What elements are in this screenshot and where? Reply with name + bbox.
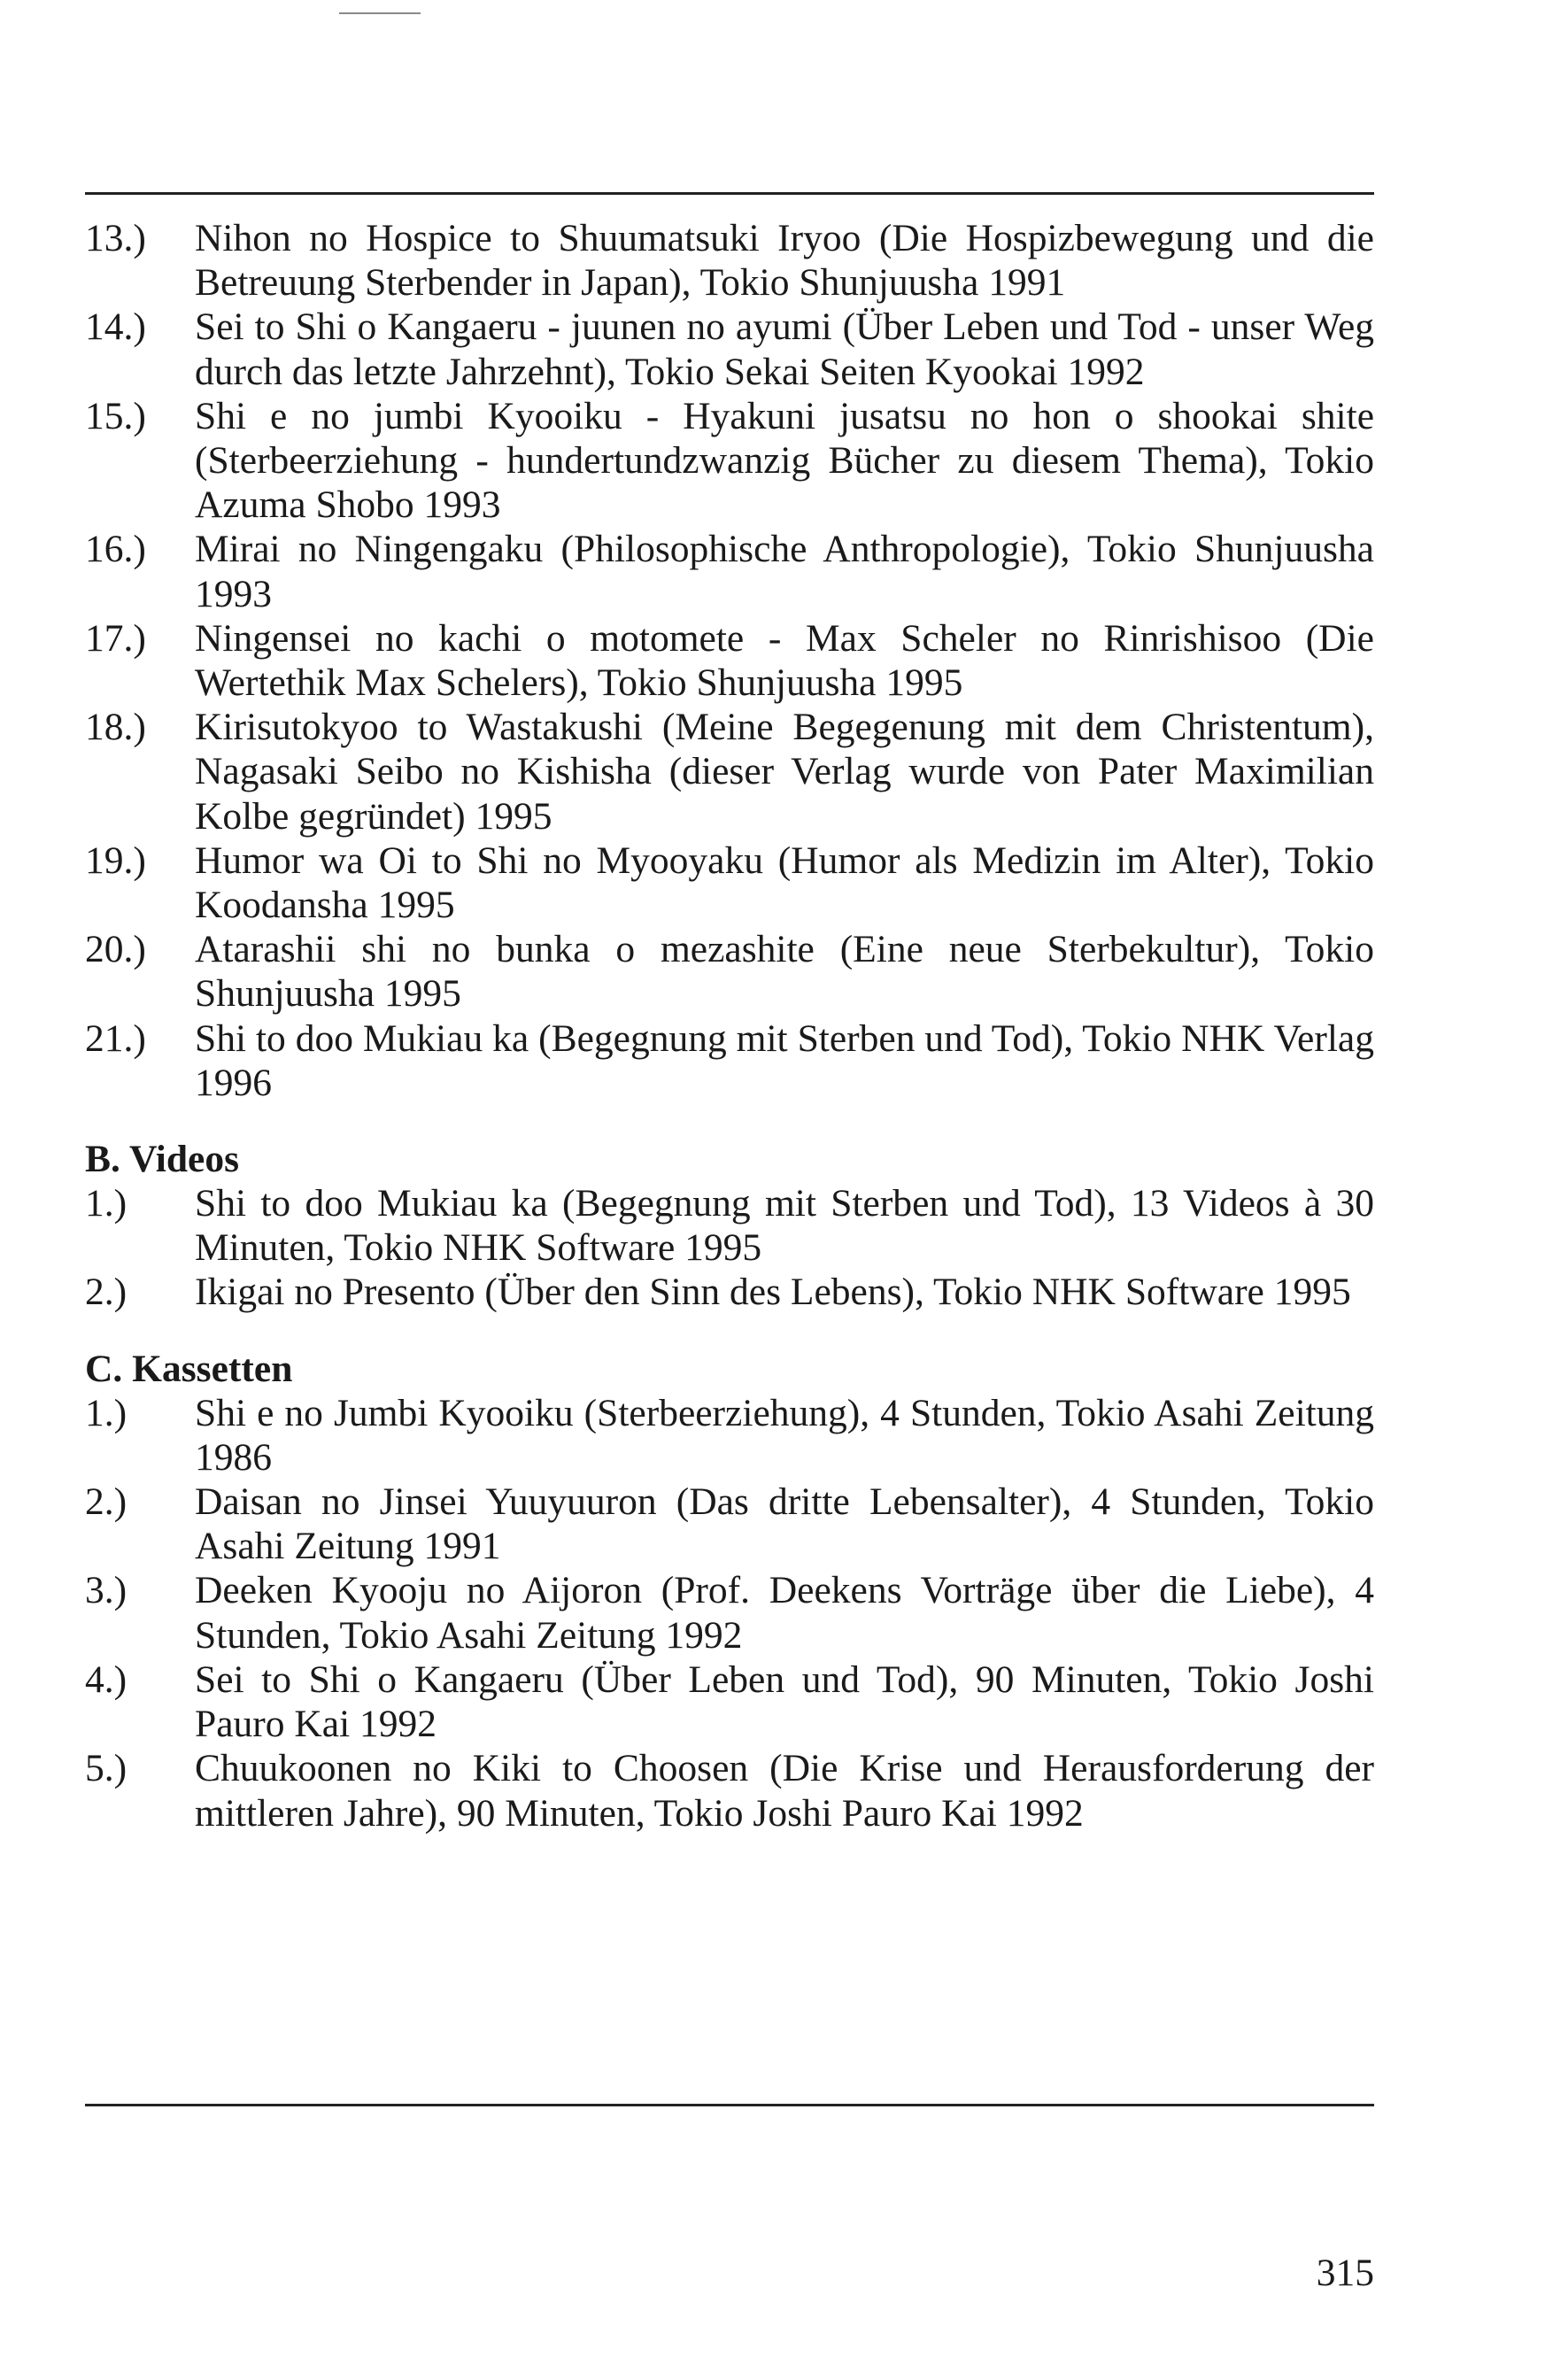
item-number: 15.) [85, 394, 146, 437]
item-text: Kirisutokyoo to Wastakushi (Meine Begegenung mit dem Christentum), Nagasaki Seibo no Kishisha (dieser Verlag wurde von Pater Maximilian Kolbe gegründet) 1995 [195, 706, 1374, 838]
item-text: Nihon no Hospice to Shuumatsuki Iryoo (Die Hospizbewegung und die Betreuung Sterbender in Japan), Tokio Shunjuusha 1991 [195, 217, 1374, 305]
list-item [85, 216, 1374, 305]
item-number: 3.) [85, 1569, 127, 1612]
item-number: 4.) [85, 1658, 127, 1701]
bibliography-content [85, 216, 1374, 1835]
item-number: 21.) [85, 1016, 146, 1060]
item-text: Ningensei no kachi o motomete - Max Scheler no Rinrishisoo (Die Wertethik Max Schelers), Tokio Shunjuusha 1995 [195, 616, 1374, 705]
list-item [85, 1480, 1374, 1568]
list-item [85, 1270, 1374, 1314]
item-number: 1.) [85, 1182, 127, 1225]
item-text: Deeken Kyooju no Aijoron (Prof. Deekens Vorträge über die Liebe), 4 Stunden, Tokio Asahi Zeitung 1992 [195, 1569, 1374, 1657]
item-text: Daisan no Jinsei Yuuyuuron (Das dritte Lebensalter), 4 Stunden, Tokio Asahi Zeitung 1991 [195, 1480, 1374, 1568]
list-item [85, 394, 1374, 528]
item-text: Shi to doo Mukiau ka (Begegnung mit Sterben und Tod), Tokio NHK Verlag 1996 [195, 1016, 1374, 1104]
list-item [85, 1391, 1374, 1480]
top-crop-mark [339, 12, 421, 14]
item-text: Ikigai no Presento (Über den Sinn des Lebens), Tokio NHK Software 1995 [195, 1271, 1351, 1314]
list-item [85, 527, 1374, 615]
list-item [85, 705, 1374, 838]
item-number: 18.) [85, 706, 146, 749]
item-text: Shi e no jumbi Kyooiku - Hyakuni jusatsu no hon o shookai shite (Sterbeerziehung - hundertundzwanzig Bücher zu diesem Thema), Tokio Azuma Shobo 1993 [195, 394, 1374, 527]
item-text: Sei to Shi o Kangaeru (Über Leben und Tod), 90 Minuten, Tokio Joshi Pauro Kai 1992 [195, 1658, 1374, 1746]
section-heading-videos: B. Videos [85, 1138, 240, 1181]
section-heading-kassetten: C. Kassetten [85, 1347, 293, 1390]
page-number: 315 [1316, 2252, 1374, 2294]
item-text: Shi e no Jumbi Kyooiku (Sterbeerziehung), 4 Stunden, Tokio Asahi Zeitung 1986 [195, 1391, 1374, 1479]
list-item [85, 927, 1374, 1016]
list-item [85, 1181, 1374, 1270]
item-text: Humor wa Oi to Shi no Myooyaku (Humor als Medizin im Alter), Tokio Koodansha 1995 [195, 838, 1374, 927]
item-text: Shi to doo Mukiau ka (Begegnung mit Sterben und Tod), 13 Videos à 30 Minuten, Tokio NHK Software 1995 [195, 1182, 1374, 1270]
item-text: Sei to Shi o Kangaeru - juunen no ayumi (Über Leben und Tod - unser Weg durch das letzte Jahrzehnt), Tokio Sekai Seiten Kyookai 1992 [195, 305, 1374, 393]
item-number: 5.) [85, 1747, 127, 1790]
list-item [85, 1746, 1374, 1835]
list-item [85, 616, 1374, 705]
item-number: 17.) [85, 616, 146, 660]
item-number: 13.) [85, 217, 146, 259]
item-text: Atarashii shi no bunka o mezashite (Eine neue Sterbekultur), Tokio Shunjuusha 1995 [195, 928, 1374, 1016]
videos-list [85, 1181, 1374, 1315]
item-text: Mirai no Ningengaku (Philosophische Anthropologie), Tokio Shunjuusha 1993 [195, 528, 1374, 615]
item-number: 2.) [85, 1480, 127, 1524]
continued-list [85, 216, 1374, 1105]
item-text: Chuukoonen no Kiki to Choosen (Die Krise und Herausforderung der mittleren Jahre), 90 Minuten, Tokio Joshi Pauro Kai 1992 [195, 1747, 1374, 1835]
item-number: 2.) [85, 1271, 127, 1314]
list-item [85, 305, 1374, 393]
item-number: 16.) [85, 528, 146, 571]
item-number: 20.) [85, 928, 146, 971]
kassetten-list [85, 1391, 1374, 1835]
list-item [85, 1016, 1374, 1105]
item-number: 1.) [85, 1391, 127, 1434]
top-rule [85, 192, 1374, 195]
item-number: 14.) [85, 305, 146, 349]
item-number: 19.) [85, 838, 146, 882]
bottom-rule [85, 2104, 1374, 2106]
list-item [85, 1658, 1374, 1746]
list-item [85, 1568, 1374, 1657]
list-item [85, 838, 1374, 927]
